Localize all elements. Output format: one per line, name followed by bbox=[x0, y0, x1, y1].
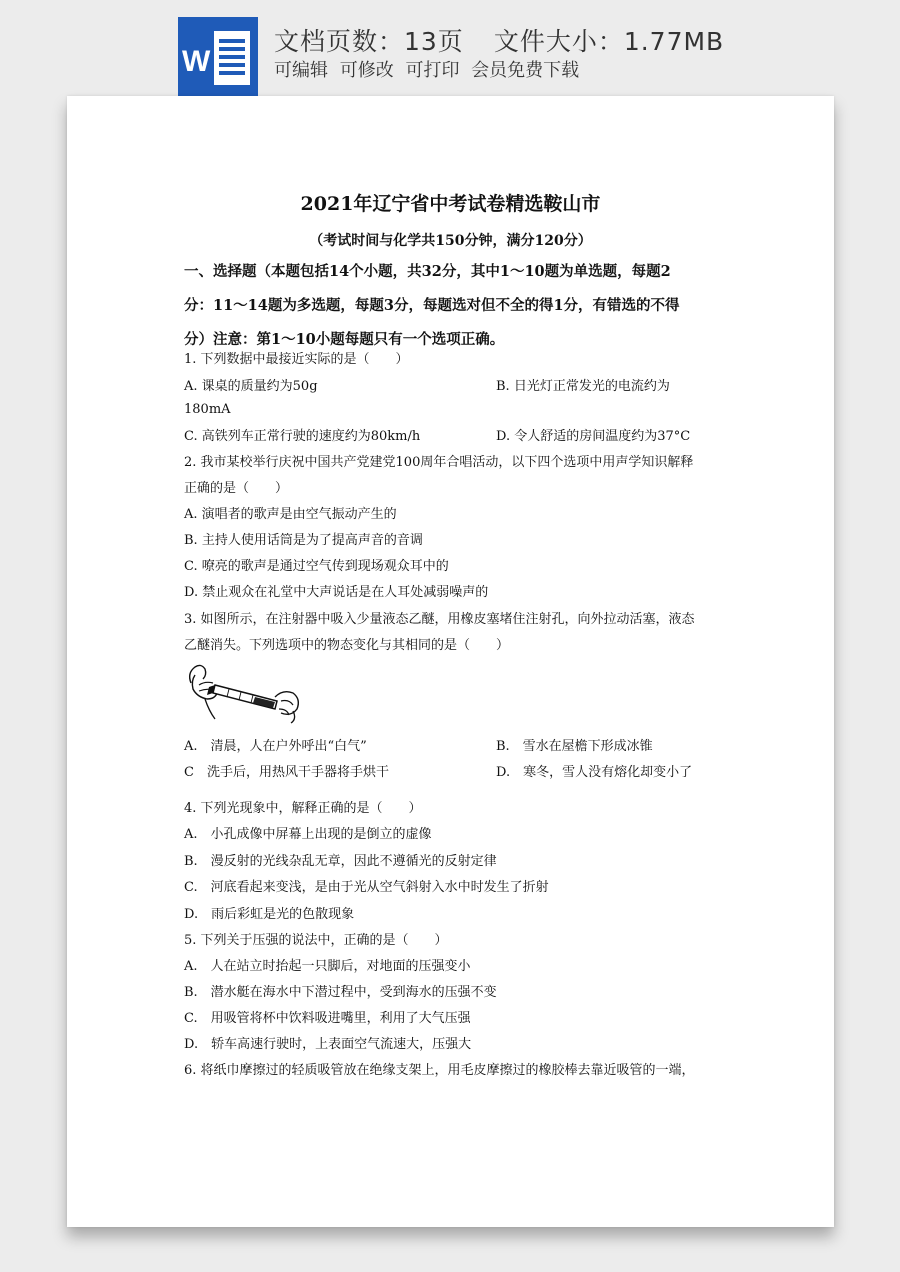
option-b: B. 主持人使用话筒是为了提高声音的音调 bbox=[184, 533, 423, 548]
doc-title: 2021年辽宁省中考试卷精选鞍山市 bbox=[300, 193, 601, 215]
section-heading-line: 分）注意：第1～10小题每题只有一个选项正确。 bbox=[184, 331, 505, 348]
option-a: A. 人在站立时抬起一只脚后，对地面的压强变小 bbox=[184, 959, 471, 974]
option-c: C. 嘹亮的歌声是通过空气传到现场观众耳中的 bbox=[184, 559, 449, 574]
option-d: D. 寒冬，雪人没有熔化却变小了 bbox=[496, 765, 693, 780]
option-a: A. 清晨，人在户外呼出“白气” bbox=[184, 739, 367, 754]
syringe-figure bbox=[185, 661, 307, 725]
option-a: A. 演唱者的歌声是由空气振动产生的 bbox=[184, 507, 397, 522]
question-stem: 1. 下列数据中最接近实际的是（ ） bbox=[184, 352, 409, 367]
option-d: D. 禁止观众在礼堂中大声说话是在人耳处减弱噪声的 bbox=[184, 585, 489, 600]
document-page bbox=[67, 96, 834, 1227]
option-c: C 洗手后，用热风干手器将手烘干 bbox=[184, 765, 389, 780]
page-count: 文档页数：13页 bbox=[274, 27, 464, 56]
option-b: B. 雪水在屋檐下形成冰锥 bbox=[496, 739, 653, 754]
option-d: D. 轿车高速行驶时，上表面空气流速大，压强大 bbox=[184, 1037, 472, 1052]
file-info bbox=[274, 22, 724, 58]
option-a: A. 课桌的质量约为50g bbox=[184, 379, 318, 394]
option-b: B. 潜水艇在海水中下潜过程中，受到海水的压强不变 bbox=[184, 985, 497, 1000]
option-c: C. 高铁列车正常行驶的速度约为80km/h bbox=[184, 429, 421, 444]
option-b: B. 漫反射的光线杂乱无章，因此不遵循光的反射定律 bbox=[184, 854, 497, 869]
download-header bbox=[0, 0, 900, 96]
section-heading-line: 分：11～14题为多选题，每题3分，每题选对但不全的得1分，有错选的不得 bbox=[184, 297, 680, 314]
question-stem: 6. 将纸巾摩擦过的轻质吸管放在绝缘支架上，用毛皮摩擦过的橡胶棒去靠近吸管的一端， bbox=[184, 1063, 695, 1078]
question-stem: 4. 下列光现象中，解释正确的是（ ） bbox=[184, 801, 422, 816]
option-c: C. 用吸管将杯中饮料吸进嘴里，利用了大气压强 bbox=[184, 1011, 471, 1026]
option-c: C. 河底看起来变浅，是由于光从空气斜射入水中时发生了折射 bbox=[184, 880, 549, 895]
section-heading-line: 一、选择题（本题包括14个小题，共32分，其中1～10题为单选题，每题2 bbox=[184, 263, 671, 280]
option-d: D. 令人舒适的房间温度约为37°C bbox=[496, 429, 691, 444]
word-document-icon bbox=[178, 17, 258, 97]
doc-subtitle: （考试时间与化学共150分钟，满分120分） bbox=[309, 233, 592, 249]
svg-text:W: W bbox=[182, 45, 211, 78]
option-d: D. 雨后彩虹是光的色散现象 bbox=[184, 907, 355, 922]
question-stem: 2. 我市某校举行庆祝中国共产党建党100周年合唱活动，以下四个选项中用声学知识解释 bbox=[184, 455, 694, 470]
question-stem: 正确的是（ ） bbox=[184, 481, 289, 496]
file-size: 文件大小：1.77MB bbox=[493, 27, 725, 56]
question-stem: 3. 如图所示，在注射器中吸入少量液态乙醚，用橡皮塞堵住注射孔，向外拉动活塞，液态 bbox=[184, 612, 695, 627]
option-b: B. 日光灯正常发光的电流约为 bbox=[496, 379, 670, 394]
option-a: A. 小孔成像中屏幕上出现的是倒立的虚像 bbox=[184, 827, 432, 842]
question-stem: 乙醚消失。下列选项中的物态变化与其相同的是（ ） bbox=[184, 638, 510, 653]
feature-list: 可编辑 可修改 可打印 会员免费下载 bbox=[274, 60, 580, 81]
option-b-continued: 180mA bbox=[184, 402, 231, 417]
question-stem: 5. 下列关于压强的说法中，正确的是（ ） bbox=[184, 933, 448, 948]
